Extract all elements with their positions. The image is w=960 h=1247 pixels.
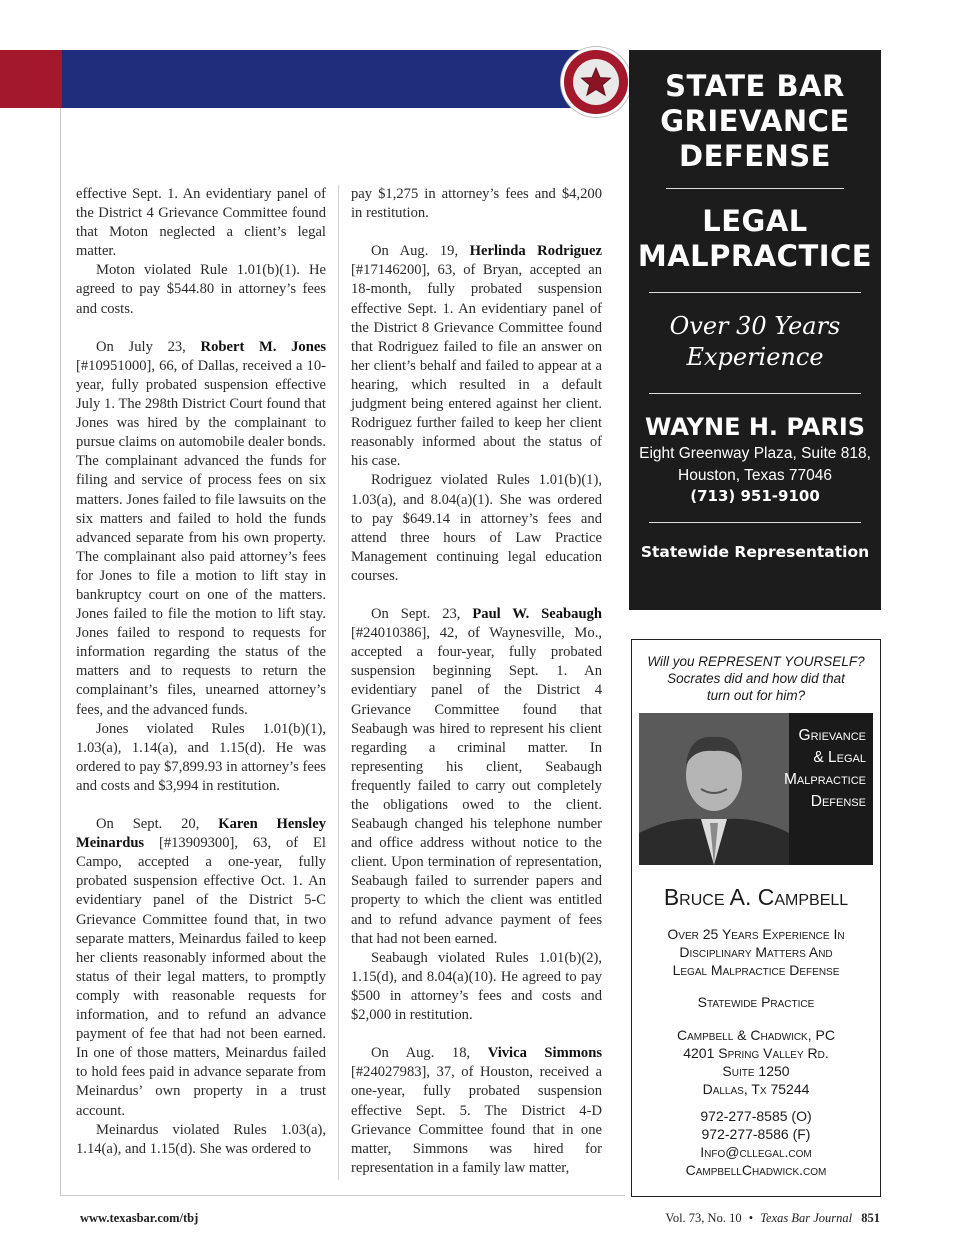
- article-column-1: [76, 185, 326, 1159]
- divider: [649, 522, 861, 523]
- tagline: Statewide Representation: [640, 543, 870, 561]
- attorney-photo: [639, 713, 873, 865]
- journal-name: Texas Bar Journal: [760, 1211, 853, 1225]
- paragraph: Rodriguez violated Rules 1.01(b)(1), 1.03(a), and 8.04(a)(1). She was ordered to pay $649.14 in attorney’s fees and attend three hours of Law Practice Management continuing legal education courses.: [351, 472, 602, 584]
- address: Eight Greenway Plaza, Suite 818, Houston, Texas 77046: [639, 445, 871, 484]
- paragraph: Moton violated Rule 1.01(b)(1). He agreed to pay $544.80 in attorney’s fees and costs.: [76, 262, 326, 317]
- paragraph: On July 23, Robert M. Jones [#10951000], 66, of Dallas, received a 10-year, fully probated suspension effective July 1. The 298th District Court found that Jones was hired by the complainant to pursue claims on automobile dealer bonds. The complainant advanced the funds for filing and service of process fees on six matters. Jones failed to file lawsuits on the six matters and failed to hold the funds advanced separate from his own property. The complainant also paid attorney’s fees for Jones to file a motion to lift stay in bankruptcy court on one of the matters. Jones failed to file the motion to lift stay. Jones failed to respond to requests for information regarding the status of the matters and to requests to return the complainant’s files, unearned attorney’s fees, and the advanced funds.: [76, 338, 326, 718]
- divider: [649, 292, 861, 293]
- paragraph: On Sept. 23, Paul W. Seabaugh [#24010386], 42, of Waynesville, Mo., accepted a four-year, fully probated suspension beginning Sept. 1. An evidentiary panel of the District 4 Grievance Committee found that Seabaugh was hired to represent his client regarding a criminal matter. In representing his client, Seabaugh frequently failed to carry out completely the obligations owed to the client. Seabaugh changed his telephone number and office address without notice to the client. Upon termination of representation, Seabaugh failed to surrender papers and property to which the client was entitled and to refund advance payment of fees that had not been earned.: [351, 606, 602, 947]
- paragraph: On Aug. 19, Herlinda Rodriguez [#17146200], 63, of Bryan, accepted an 18-month, fully probated suspension effective Sept. 1. An evidentiary panel of the District 8 Grievance Committee found that Rodriguez failed to file an answer on her client’s behalf and failed to appear at a hearing, which resulted in a default judgment being entered against her client. Rodriguez further failed to keep her client reasonably informed about the status of his case.: [351, 243, 603, 470]
- respondent-name: Karen Hensley Meinardus: [76, 816, 326, 852]
- paragraph: pay $1,275 in attorney’s fees and $4,200 in restitution.: [351, 186, 602, 222]
- ad-question: Will you REPRESENT YOURSELF? Socrates did and how did that turn out for him?: [647, 654, 865, 703]
- bullet: •: [748, 1211, 754, 1225]
- paragraph: effective Sept. 1. An evidentiary panel of the District 4 Grievance Committee found that Moton neglected a client’s legal matter.: [76, 186, 326, 260]
- star-icon: [579, 65, 613, 99]
- divider: [649, 393, 861, 394]
- ad-subtitle: LEGAL MALPRACTICE: [637, 204, 873, 273]
- experience-text: Over 25 Years Experience In Disciplinary Matters And Legal Malpractice Defense: [667, 926, 845, 978]
- contact-info: 972-277-8585 (O) 972-277-8586 (F) Info@cllegal.com CampbellChadwick.com: [685, 1108, 827, 1178]
- paragraph: Jones violated Rules 1.01(b)(1), 1.03(a), 1.14(a), and 1.15(d). He was ordered to pay $7,899.93 in attorney’s fees and costs and $3,994 in restitution.: [76, 720, 326, 794]
- article-column-2: [351, 185, 602, 1178]
- star-badge: [561, 47, 631, 117]
- respondent-name: Herlinda Rodriguez: [469, 243, 603, 260]
- attorney-name: WAYNE H. PARIS: [644, 413, 866, 441]
- photo-caption: Grievance & Legal Malpractice Defense: [784, 727, 866, 810]
- paragraph: Meinardus violated Rules 1.03(a), 1.14(a), and 1.15(d). She was ordered to: [76, 1121, 326, 1157]
- header-band-red: [0, 50, 62, 108]
- header-band-blue: [62, 50, 592, 108]
- footer-citation: [665, 1211, 880, 1226]
- respondent-name: Paul W. Seabaugh: [472, 606, 602, 623]
- advertisement-paris: [629, 50, 881, 610]
- paragraph: On Sept. 20, Karen Hensley Meinardus [#13909300], 63, of El Campo, accepted a one-year, fully probated suspension effective Oct. 1. An evidentiary panel of the District 5-C Grievance Committee found that, in two separate matters, Meinardus failed to keep her clients reasonably informed about the status of their legal matters, to promptly comply with reasonable requests for information, and to refund an advance payment of fee that had not been earned. In one of those matters, Meinardus failed to hold fees paid in advance separate from Meinardus’ own property in a trust account.: [76, 816, 326, 1119]
- page-frame-left: [60, 108, 61, 1196]
- respondent-name: Robert M. Jones: [200, 338, 326, 355]
- firm-address: Campbell & Chadwick, PC 4201 Spring Valley Rd. Suite 1250 Dallas, Tx 75244: [677, 1027, 835, 1097]
- respondent-name: Vivica Simmons: [487, 1045, 603, 1062]
- attorney-name: Bruce A. Campbell: [663, 884, 849, 910]
- footer-url: www.texasbar.com/tbj: [80, 1211, 199, 1225]
- paragraph: On Aug. 18, Vivica Simmons [#24027983], 37, of Houston, received a one-year, fully probated suspension effective Sept. 5. The District 4-D Grievance Committee found that in one matter, Simmons was hired for representation in a family law matter,: [351, 1045, 603, 1176]
- phone-number: (713) 951-9100: [690, 487, 820, 505]
- ad-title: STATE BAR GRIEVANCE DEFENSE: [660, 69, 850, 173]
- advertisement-campbell: [631, 639, 881, 1197]
- paragraph: Seabaugh violated Rules 1.01(b)(2), 1.15(d), and 8.04(a)(10). He agreed to pay $500 in attorney’s fees and costs and $2,000 in restitution.: [351, 949, 602, 1024]
- practice-text: Statewide Practice: [697, 994, 815, 1010]
- column-divider: [338, 185, 339, 1180]
- page-number: 851: [861, 1211, 880, 1225]
- volume: Vol. 73, No. 10: [665, 1211, 742, 1225]
- page-frame-bottom: [60, 1195, 625, 1196]
- experience-text: Over 30 Years Experience: [669, 312, 841, 371]
- divider: [666, 188, 844, 189]
